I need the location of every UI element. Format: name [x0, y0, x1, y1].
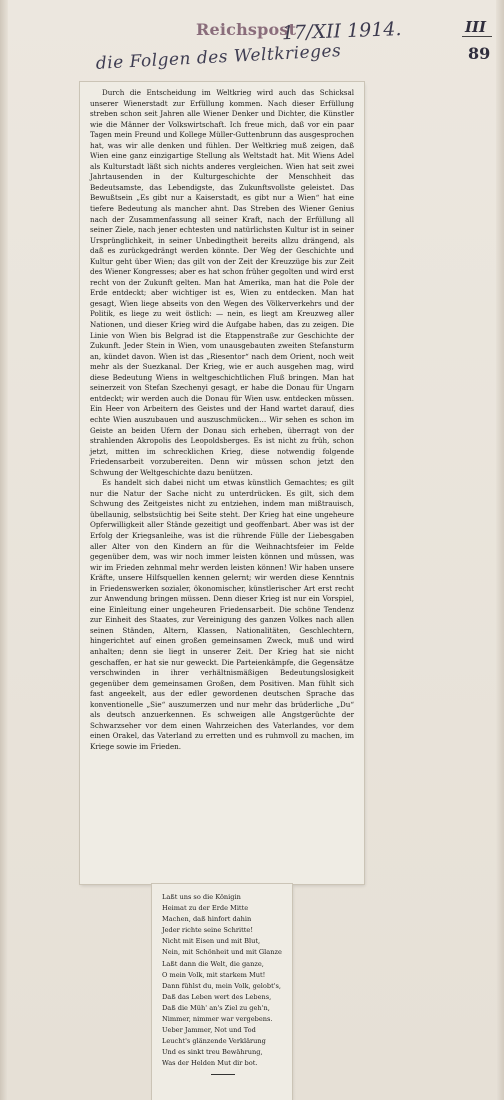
newspaper-stamp: Reichspost [196, 20, 297, 39]
volume-underline [462, 36, 492, 37]
poem-line: Nicht mit Eisen und mit Blut, [162, 937, 261, 946]
poem-line: Was der Helden Mut dir bot. [162, 1059, 258, 1068]
poem-line: Leucht's glänzende Verklärung [162, 1037, 266, 1046]
poem-line: Heimat zu der Erde Mitte [162, 904, 249, 913]
poem-line: Ueber Jammer, Not und Tod [162, 1026, 256, 1035]
article-clipping [80, 82, 364, 884]
handwritten-title: die Folgen des Weltkrieges [95, 41, 342, 74]
poem-line: Machen, daß hinfort dahin [162, 915, 252, 924]
poem-line: Dann fühlst du, mein Volk, gelobt's, [162, 981, 282, 990]
article-paragraph: Durch die Entscheidung im Weltkrieg wird auch das Schicksal unserer Wienerstadt zur Erfüllung kommen. Nach dieser Erfüllung streben schon seit Jahren alle Wiener Denker und Dichter, die Künstler wie die Männer der Volkswirtschaft. Ich freue mich, daß vor ein paar Tagen mein Freund und Kollege Müller-Guttenbrunn das ausgesprochen hat, was wir alle denken und fühlen. Der Weltkrieg muß zeigen, daß Wien eine ganz einzigartige Stellung als Weltstadt hat. Mit Wiens Adel als Kulturstadt läßt sich nichts anderes vergleichen. Wien hat seit zwei Jahrtausenden in der Kulturgeschichte der Menschheit das Bedeutsamste, das Lebendigste, das Zukunftsvollste geleistet. Das Bewußtsein „Es gibt nur a Kaiserstadt, es gibt nur a Wien“ hat eine tiefere Bedeutung als mancher ahnt. Das Streben des Wiener Genius nach der Zusammenfassung all seiner Kraft, nach der Erfüllung all seiner Ziele, nach jener echtesten und natürlichsten Kultur ist in seiner Ursprünglichkeit, in seiner Unbedingtheit bereits allzu drängend, als daß es zurückgedrängt werden könnte. Der Weg der Geschichte und Kultur geht über Wien; das gilt von der Zeit der Kreuzzüge bis zur Zeit des Wiener Kongresses; aber es hat schon früher gegolten und wird erst recht von der Zukunft gelten. Man hat Amerika, man hat die Pole der Erde entdeckt; aber wichtiger ist es, Wien zu entdecken. Man hat gesagt, Wien liege abseits von den Wegen des Völkerverkehrs und der Politik, es liege zu weit östlich: — nein, es liegt am Kreuzweg aller Nationen, und dieser Krieg wird die Aufgabe haben, das zu zeigen. Die Linie von Wien bis Belgrad ist die Etappenstraße zur Geschichte der Zukunft. Jeder Stein in Wien, vom unausgebauten zweiten Stefansturm an, kündet davon. Wien ist das „Riesentor“ nach dem Orient, noch weit mehr als der Suezkanal. Der Krieg, wie er auch ausgehen mag, wird diese Bedeutung Wiens in weltgeschichtlichen Fluß bringen. Man hat seinerzeit von Stefan Szechenyi gesagt, er habe die Donau für Ungarn entdeckt; wir werden auch die Donau für Wien usw. entdecken müssen. Ein Heer von Arbeitern des Geistes und der Hand wartet darauf, dies echte Wien auszubauen und auszuschmücken… Wir sehen es schon im Geiste an beiden Ufern der Donau sich erheben, überragt von der strahlenden Akropolis des Leopoldsberges. Es ist nicht zu früh, schon jetzt, mitten im schrecklichen Krieg, diese notwendig folgende Friedensarbeit vorzubereiten. Denn wir müssen schon jetzt den Schwung der Weltgeschichte dazu benützen. [90, 88, 354, 477]
poem-line: Laßt dann die Welt, die ganze, [162, 959, 264, 968]
poem-line: Jeder richte seine Schritte! [162, 926, 253, 935]
article-body [80, 82, 364, 758]
page-number: 89 [468, 44, 491, 63]
volume-mark: III [465, 18, 487, 36]
poem-line: Daß das Leben wert des Lebens, [162, 992, 272, 1001]
poem-clipping [152, 884, 292, 1100]
sheet-right-edge [496, 0, 504, 1100]
poem-end-rule [211, 1074, 235, 1075]
poem-line: O mein Volk, mit starkem Mut! [162, 970, 266, 979]
poem-line: Nimmer, nimmer war vergebens. [162, 1015, 273, 1024]
poem-line: Daß die Müh' an's Ziel zu geh'n, [162, 1003, 270, 1012]
article-paragraph: Es handelt sich dabei nicht um etwas künstlich Gemachtes; es gilt nur die Natur der Sache nicht zu unterdrücken. Es gilt, sich dem Schwung des Zeitgeistes nicht zu entziehen, indem man mißtrauisch, übellaunig, selbstsüchtig bei Seite steht. Der Krieg hat eine ungeheure Opferwilligkeit aller Stände gezeitigt und geoffenbart. Aber was ist der Erfolg der Kriegsanleihe, was ist die rührende Fülle der Liebesgaben aller Alter von den Kindern an für die Weihnachtsfeier im Felde gegenüber dem, was wir noch immer leisten können und müssen, was wir im Frieden zehnmal mehr werden leisten können! Wir haben unsere Kräfte, unsere Hilfsquellen kennen gelernt; wir werden diese Kenntnis in Friedenswerken sozialer, ökonomischer, künstlerischer Art erst recht zur Anwendung bringen müssen. Denn dieser Krieg ist nur ein Vorspiel, eine Einleitung einer ungeheuren Friedensarbeit. Die schöne Tendenz zur Einheit des Staates, zur Vereinigung des ganzen Volkes nach allen seinen Ständen, Altern, Klassen, Nationalitäten, Geschlechtern, hingerichtet auf einen großen gemeinsamen Zweck, muß und wird anhalten; denn sie liegt in unserer Zeit. Der Krieg hat sie nicht geschaffen, er hat sie nur geweckt. Die Parteienkämpfe, die Gegensätze verschwinden in ihrer verhältnismäßigen Bedeutungslosigkeit gegenüber dem gemeinsamen Großen, dem Positiven. Man fühlt sich fast angeekelt, aus der edler gewordenen deutschen Sprache das konventionelle „Sie“ auszumerzen und nur mehr das brüderliche „Du“ als deutsch anzuerkennen. Es schweigen alle Angstgerüchte der Schwarzseher vor dem einen Wahrzeichen des Vaterlandes, vor dem einen Orakel, das Vaterland zu erretten und es ruhmvoll zu machen, im Kriege sowie im Frieden. [90, 478, 354, 751]
poem-line: Nein, mit Schönheit und mit Glanze [162, 948, 282, 957]
poem-body [152, 884, 292, 1079]
poem-line: Laßt uns so die Königin [162, 893, 241, 901]
poem-line: Und es sinkt treu Bewährung, [162, 1048, 263, 1057]
handwritten-date: 17/XII 1914. [281, 18, 402, 45]
sheet-left-edge [0, 0, 8, 1100]
